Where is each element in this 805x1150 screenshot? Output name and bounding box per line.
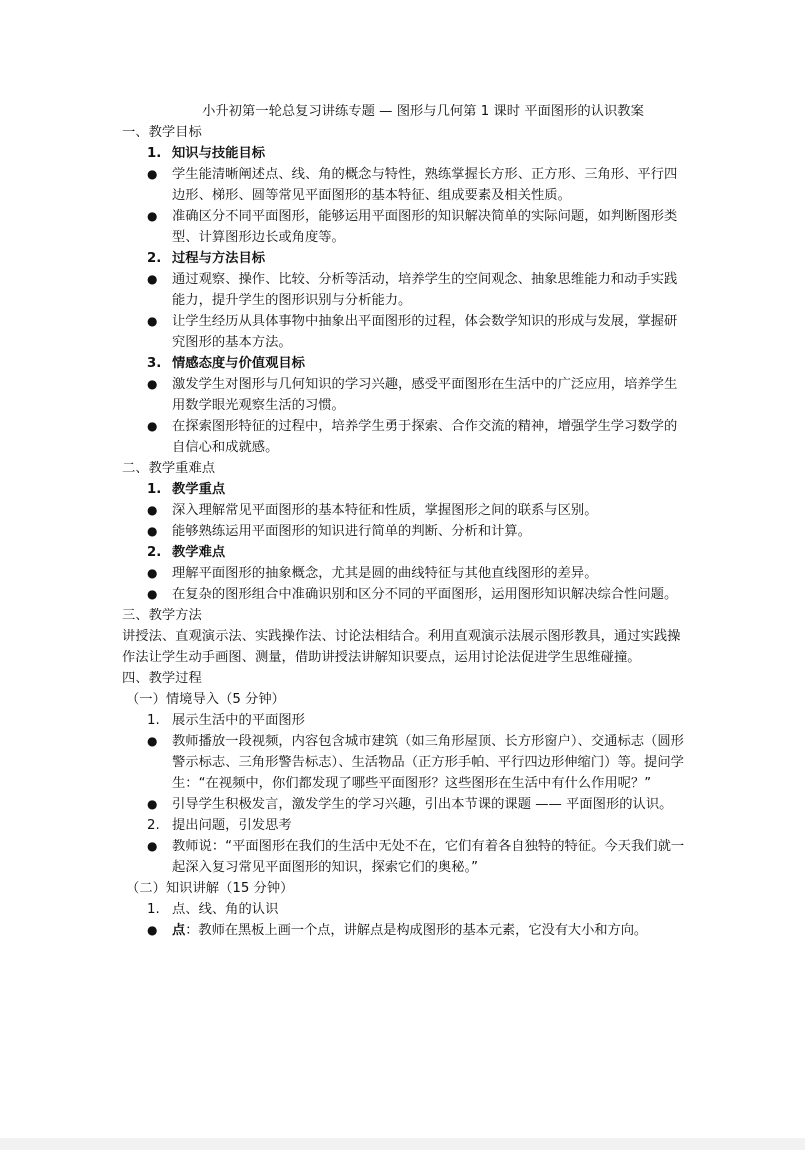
list-item: ● 教师播放一段视频，内容包含城市建筑（如三角形屋顶、长方形窗户）、交通标志（圆形警示标志、三角形警告标志）、生活物品（正方形手帕、平行四边形伸缩门）等。提问学生：“在视频中，你们都发现了哪些平面图形？这些图形在生活中有什么作用呢？”: [122, 731, 688, 794]
bullet-icon: ●: [147, 167, 158, 181]
list-item: ● 教师说：“平面图形在我们的生活中无处不在，它们有着各自独特的特征。今天我们就一起深入复习常见平面图形的知识，探索它们的奥秘。”: [122, 836, 688, 878]
bullet-icon: ●: [147, 377, 158, 391]
bullet-icon: ●: [147, 797, 158, 811]
list-item: ● 引导学生积极发言，激发学生的学习兴趣，引出本节课的课题 —— 平面图形的认识。: [122, 794, 688, 815]
list-item: ● 在探索图形特征的过程中，培养学生勇于探索、合作交流的精神，增强学生学习数学的自信心和成就感。: [122, 416, 688, 458]
list-item: ● 能够熟练运用平面图形的知识进行简单的判断、分析和计算。: [122, 521, 688, 542]
numbered-item: 2. 教学难点: [147, 545, 226, 560]
numbered-item: 1. 教学重点: [147, 482, 226, 497]
numbered-item: 1. 点、线、角的认识: [147, 902, 279, 917]
bullet-icon: ●: [147, 314, 158, 328]
bullet-icon: ●: [147, 839, 158, 853]
bullet-icon: ●: [147, 272, 158, 286]
list-item: ● 点：教师在黑板上画一个点，讲解点是构成图形的基本元素，它没有大小和方向。: [122, 920, 688, 941]
subsection-heading: （二）知识讲解（15 分钟）: [126, 881, 294, 896]
list-item: ● 准确区分不同平面图形，能够运用平面图形的知识解决简单的实际问题，如判断图形类型、计算图形边长或角度等。: [122, 206, 688, 248]
list-item: ● 激发学生对图形与几何知识的学习兴趣，感受平面图形在生活中的广泛应用，培养学生用数学眼光观察生活的习惯。: [122, 374, 688, 416]
list-item: ● 深入理解常见平面图形的基本特征和性质，掌握图形之间的联系与区别。: [122, 500, 688, 521]
bullet-icon: ●: [147, 587, 158, 601]
bullet-icon: ●: [147, 923, 158, 937]
bullet-icon: ●: [147, 524, 158, 538]
paragraph: 讲授法、直观演示法、实践操作法、讨论法相结合。利用直观演示法展示图形教具，通过实践操作法让学生动手画图、测量，借助讲授法讲解知识要点，运用讨论法促进学生思维碰撞。: [122, 629, 681, 665]
document-body: [122, 101, 688, 941]
list-item: ● 让学生经历从具体事物中抽象出平面图形的过程，体会数学知识的形成与发展，掌握研究图形的基本方法。: [122, 311, 688, 353]
section-heading-process: 四、教学过程: [122, 671, 202, 686]
section-heading-methods: 三、教学方法: [122, 608, 202, 623]
list-item: ● 学生能清晰阐述点、线、角的概念与特性，熟练掌握长方形、正方形、三角形、平行四边形、梯形、圆等常见平面图形的基本特征、组成要素及相关性质。: [122, 164, 688, 206]
numbered-item: 1. 展示生活中的平面图形: [147, 713, 305, 728]
bullet-icon: ●: [147, 209, 158, 223]
list-item: ● 在复杂的图形组合中准确识别和区分不同的平面图形，运用图形知识解决综合性问题。: [122, 584, 688, 605]
numbered-item: 2. 过程与方法目标: [147, 251, 266, 266]
document-title: 小升初第一轮总复习讲练专题 — 图形与几何第 1 课时 平面图形的认识教案: [202, 104, 644, 119]
bullet-icon: ●: [147, 734, 158, 748]
section-heading-keypoints: 二、教学重难点: [122, 461, 216, 476]
numbered-item: 2. 提出问题，引发思考: [147, 818, 292, 833]
bullet-icon: ●: [147, 503, 158, 517]
numbered-item: 1. 知识与技能目标: [147, 146, 266, 161]
subsection-heading: （一）情境导入（5 分钟）: [126, 692, 285, 707]
bullet-icon: ●: [147, 419, 158, 433]
bullet-icon: ●: [147, 566, 158, 580]
numbered-item: 3. 情感态度与价值观目标: [147, 356, 305, 371]
list-item: ● 理解平面图形的抽象概念，尤其是圆的曲线特征与其他直线图形的差异。: [122, 563, 688, 584]
section-heading-goals: 一、教学目标: [122, 125, 202, 140]
list-item: ● 通过观察、操作、比较、分析等活动，培养学生的空间观念、抽象思维能力和动手实践能力，提升学生的图形识别与分析能力。: [122, 269, 688, 311]
